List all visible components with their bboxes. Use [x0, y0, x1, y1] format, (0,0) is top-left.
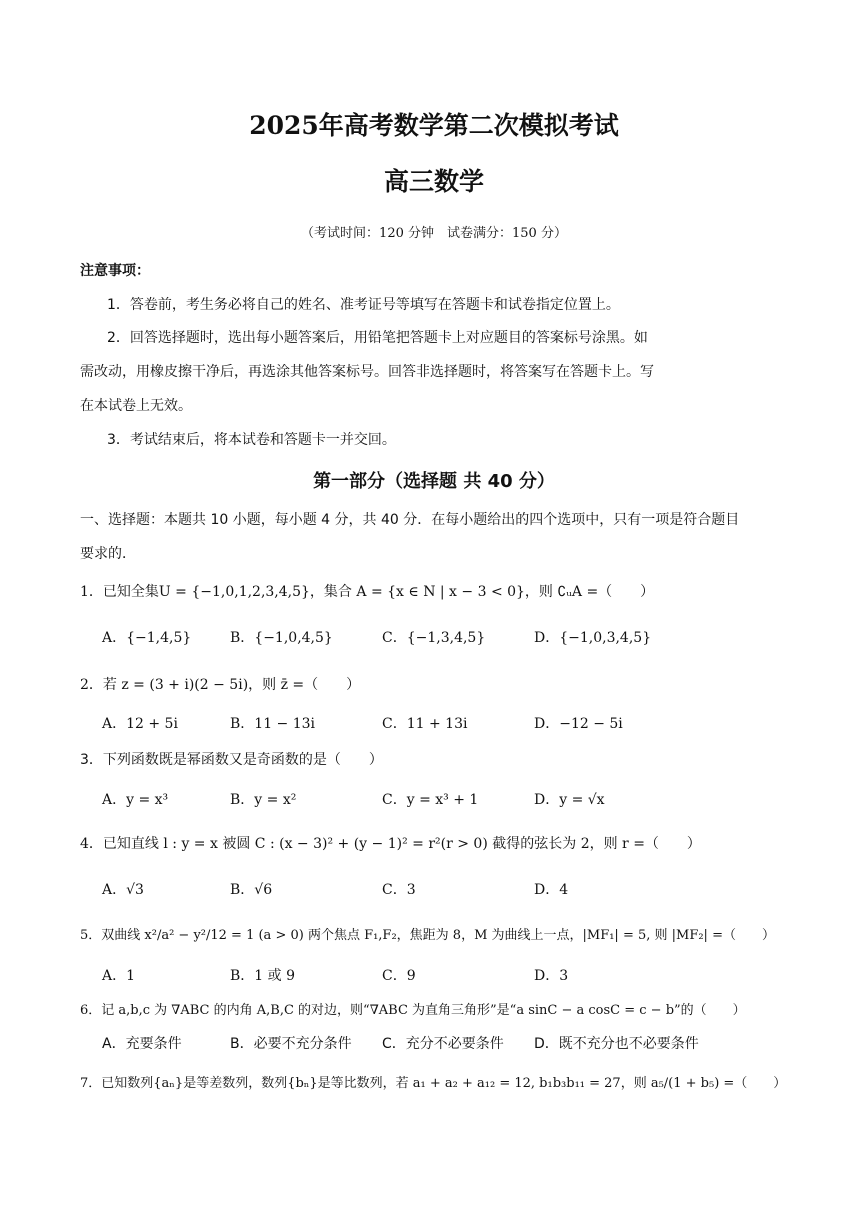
question-3-option-b: B．y = x²: [230, 792, 297, 808]
question-6-option-b: B．必要不充分条件: [230, 1036, 352, 1052]
section-title: 第一部分（选择题 共 40 分）: [313, 471, 555, 492]
question-4-option-a: A．√3: [102, 882, 144, 898]
notice-item-2-line-1: 2．回答选择题时，选出每小题答案后，用铅笔把答题卡上对应题目的答案标号涂黑。如: [107, 330, 648, 346]
question-6-option-d: D．既不充分也不必要条件: [534, 1036, 699, 1052]
question-4-stem: 4．已知直线 l : y = x 被圆 C : (x − 3)² + (y − 1)² = r²(r > 0) 截得的弦长为 2，则 r =（ ）: [80, 836, 701, 852]
question-3-stem: 3．下列函数既是幂函数又是奇函数的是（ ）: [80, 752, 383, 768]
question-1-option-a: A．{−1,4,5}: [102, 630, 192, 646]
question-5-option-c: C．9: [382, 968, 416, 984]
question-4-option-b: B．√6: [230, 882, 273, 898]
question-3-option-a: A．y = x³: [102, 792, 169, 808]
exam-info: （考试时间：120 分钟 试卷满分：150 分）: [301, 226, 567, 241]
question-1-option-c: C．{−1,3,4,5}: [382, 630, 486, 646]
question-1-option-b: B．{−1,0,4,5}: [230, 630, 333, 646]
question-6-stem: 6．记 a,b,c 为 ∇ABC 的内角 A,B,C 的对边，则“∇ABC 为直角三角形”是“a sinC − a cosC = c − b”的（ ）: [80, 1003, 746, 1018]
question-3-option-c: C．y = x³ + 1: [382, 792, 479, 808]
question-2-option-b: B．11 − 13i: [230, 716, 316, 732]
question-5-stem: 5．双曲线 x²/a² − y²/12 = 1 (a > 0) 两个焦点 F₁,F₂，焦距为 8，M 为曲线上一点，|MF₁| = 5, 则 |MF₂| =（ ）: [80, 928, 775, 943]
question-2-stem: 2．若 z = (3 + i)(2 − 5i)，则 z̄ =（ ）: [80, 677, 361, 693]
question-1-stem: 1．已知全集U = {−1,0,1,2,3,4,5}，集合 A = {x ∈ N | x − 3 < 0}，则 ∁ᵤA =（ ）: [80, 584, 655, 600]
notice-item-2-line-3: 在本试卷上无效。: [80, 398, 192, 414]
exam-subtitle: 高三数学: [383, 167, 484, 196]
notice-item-3: 3．考试结束后，将本试卷和答题卡一并交回。: [107, 432, 396, 448]
question-4-option-c: C．3: [382, 882, 416, 898]
question-2-option-d: D．−12 − 5i: [534, 716, 623, 732]
question-2-option-a: A．12 + 5i: [102, 716, 178, 732]
section-intro-line-2: 要求的．: [80, 546, 136, 562]
question-6-option-c: C．充分不必要条件: [382, 1036, 504, 1052]
question-2-option-c: C．11 + 13i: [382, 716, 468, 732]
notice-item-1: 1．答卷前，考生务必将自己的姓名、准考证号等填写在答题卡和试卷指定位置上。: [107, 297, 620, 313]
question-7-stem: 7．已知数列{aₙ}是等差数列，数列{bₙ}是等比数列，若 a₁ + a₂ + a₁₂ = 12, b₁b₃b₁₁ = 27，则 a₅/(1 + b₅) =（ ）: [80, 1076, 787, 1091]
question-5-option-d: D．3: [534, 968, 569, 984]
notice-heading: 注意事项：: [80, 263, 150, 279]
question-3-option-d: D．y = √x: [534, 792, 605, 808]
question-6-option-a: A．充要条件: [102, 1036, 182, 1052]
question-1-option-d: D．{−1,0,3,4,5}: [534, 630, 652, 646]
question-4-option-d: D．4: [534, 882, 569, 898]
notice-item-2-line-2: 需改动，用橡皮擦干净后，再选涂其他答案标号。回答非选择题时，将答案写在答题卡上。写: [80, 364, 654, 380]
exam-title: 2025年高考数学第二次模拟考试: [249, 111, 619, 140]
section-intro-line-1: 一、选择题：本题共 10 小题，每小题 4 分，共 40 分．在每小题给出的四个选项中，只有一项是符合题目: [80, 512, 740, 528]
question-5-option-a: A．1: [102, 968, 136, 984]
question-5-option-b: B．1 或 9: [230, 968, 296, 984]
